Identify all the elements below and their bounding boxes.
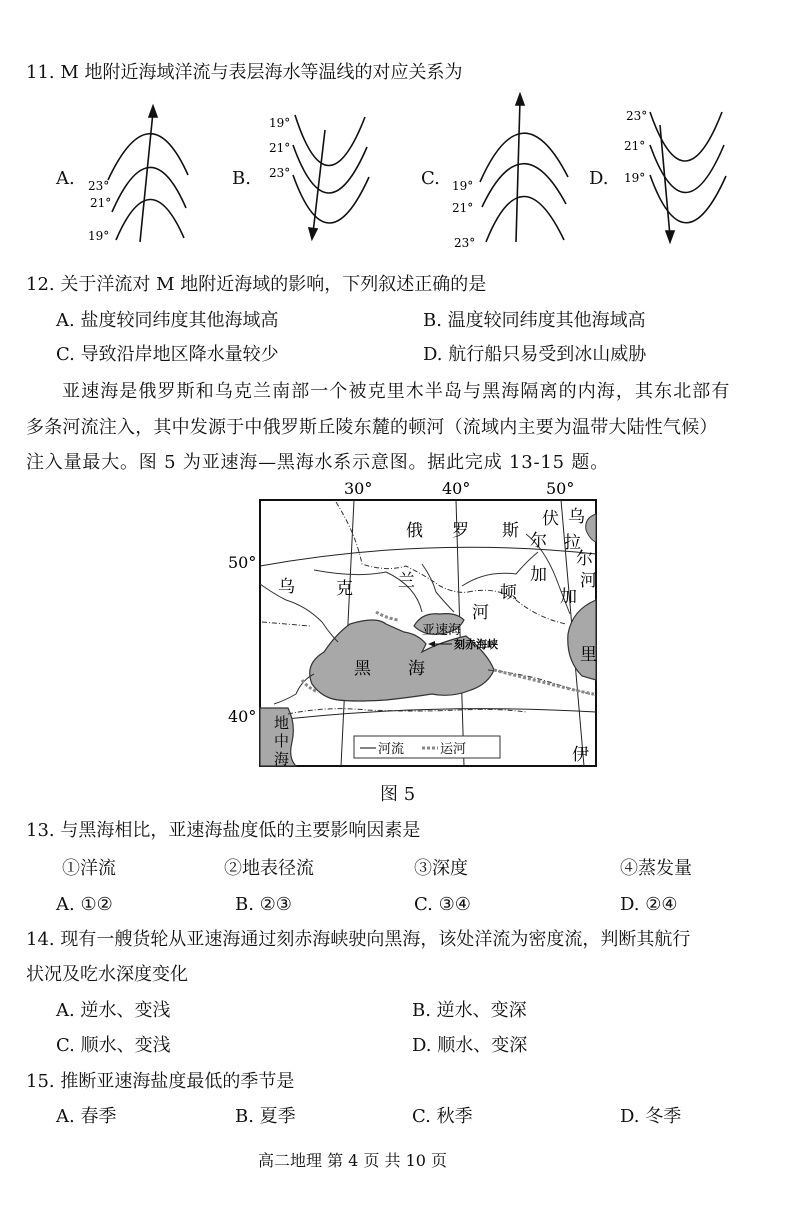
- q11-option-b-label: B.: [232, 168, 251, 189]
- label-russia-2: 罗: [452, 521, 469, 541]
- q14-option-d: D. 顺水、变深: [412, 1035, 528, 1056]
- isotherm-label: 23°: [269, 166, 291, 180]
- isotherm-label: 19°: [269, 116, 291, 130]
- q12-option-c: C. 导致沿岸地区降水量较少: [56, 344, 279, 365]
- q13-item-3: ③深度: [414, 858, 468, 879]
- label-volga-canal: 加: [530, 565, 547, 585]
- legend-river: 河流: [378, 742, 405, 757]
- q13-item-4: ④蒸发量: [620, 858, 692, 879]
- lon-label-40: 40°: [442, 479, 471, 498]
- label-azov-sea: 亚速海: [422, 623, 462, 638]
- label-ukraine-2: 克: [336, 579, 353, 599]
- passage-line-2: 多条河流注入，其中发源于中俄罗斯丘陵东麓的顿河（流域内主要为温带大陆性气候）: [26, 417, 718, 438]
- q15-option-d: D. 冬季: [620, 1106, 682, 1127]
- q13-option-c: C. ③④: [414, 894, 471, 915]
- q12-option-a: A. 盐度较同纬度其他海域高: [56, 310, 279, 331]
- isotherm-label: 19°: [88, 229, 110, 243]
- azov-black-sea-map: [226, 474, 606, 774]
- q12-option-d: D. 航行船只易受到冰山威胁: [423, 344, 647, 365]
- label-volga-7: 河: [580, 571, 597, 591]
- q14-option-a: A. 逆水、变浅: [56, 1000, 171, 1021]
- label-med-2: 中: [274, 732, 290, 750]
- isotherm-label: 21°: [269, 141, 291, 155]
- label-caspian: 里: [580, 645, 597, 665]
- q13-item-1: ①洋流: [62, 858, 116, 879]
- q14-stem-line-1: 14. 现有一艘货轮从亚速海通过刻赤海峡驶向黑海，该处洋流为密度流，判断其航行: [26, 929, 691, 950]
- q14-option-b: B. 逆水、变深: [412, 1000, 527, 1021]
- isotherm-label: 21°: [452, 201, 474, 215]
- q15-option-b: B. 夏季: [235, 1106, 296, 1127]
- lat-label-40: 40°: [228, 707, 257, 726]
- q15-stem: 15. 推断亚速海盐度最低的季节是: [26, 1071, 295, 1092]
- passage-line-1: 亚速海是俄罗斯和乌克兰南部一个被克里木半岛与黑海隔离的内海，其东北部有: [62, 381, 731, 402]
- q11-diagram-d: [622, 100, 732, 245]
- q13-option-d: D. ②④: [620, 894, 678, 915]
- label-ukraine-1: 乌: [278, 577, 295, 597]
- legend-canal: 运河: [440, 742, 467, 757]
- label-volga-1: 伏: [542, 509, 559, 529]
- q12-option-b: B. 温度较同纬度其他海域高: [423, 310, 646, 331]
- q12-stem: 12. 关于洋流对 M 地附近海域的影响，下列叙述正确的是: [26, 274, 487, 295]
- q13-item-2: ②地表径流: [224, 858, 314, 879]
- figure-caption: 图 5: [380, 784, 416, 805]
- q11-option-d-label: D.: [589, 168, 609, 189]
- isotherm-label: 21°: [90, 196, 112, 210]
- label-volga-5: 拉: [564, 533, 581, 553]
- passage-line-3: 注入量最大。图 5 为亚速海—黑海水系示意图。据此完成 13-15 题。: [26, 452, 610, 473]
- label-kerch-strait: 刻赤海峡: [454, 638, 498, 651]
- q14-stem-line-2: 状况及吃水深度变化: [26, 964, 188, 985]
- q14-option-c: C. 顺水、变浅: [56, 1035, 171, 1056]
- label-don-2: 河: [472, 603, 489, 623]
- lon-label-30: 30°: [344, 479, 373, 498]
- q11-option-a-label: A.: [56, 168, 75, 189]
- label-russia-3: 斯: [502, 521, 519, 541]
- isotherm-label: 19°: [452, 179, 474, 193]
- q15-option-c: C. 秋季: [412, 1106, 473, 1127]
- isotherm-label: 23°: [88, 179, 110, 193]
- label-volga-4: 乌: [568, 507, 585, 527]
- label-black-sea-2: 海: [408, 659, 425, 679]
- label-don-1: 顿: [500, 583, 517, 603]
- q15-option-a: A. 春季: [56, 1106, 117, 1127]
- label-volga-6: 尔: [576, 549, 593, 569]
- label-volga-2: 尔: [530, 531, 547, 551]
- label-iran: 伊: [572, 745, 589, 765]
- isotherm-label: 19°: [624, 171, 646, 185]
- label-russia-1: 俄: [406, 521, 423, 541]
- q11-diagram-c: [450, 92, 580, 252]
- label-ukraine-3: 兰: [398, 571, 415, 591]
- lon-label-50: 50°: [546, 479, 575, 498]
- label-volga-3: 加: [560, 587, 577, 607]
- label-med-1: 地: [274, 714, 290, 732]
- isotherm-label: 23°: [626, 109, 648, 123]
- q13-stem: 13. 与黑海相比，亚速海盐度低的主要影响因素是: [26, 820, 421, 841]
- isotherm-label: 21°: [624, 139, 646, 153]
- q11-diagram-b: [265, 105, 375, 245]
- label-med-3: 海: [274, 750, 290, 768]
- label-black-sea-1: 黑: [354, 659, 371, 679]
- q13-option-b: B. ②③: [235, 894, 292, 915]
- q13-option-a: A. ①②: [56, 894, 113, 915]
- q11-stem: 11. M 地附近海域洋流与表层海水等温线的对应关系为: [26, 62, 463, 83]
- page-footer: 高二地理 第 4 页 共 10 页: [258, 1151, 448, 1170]
- q11-option-c-label: C.: [421, 168, 440, 189]
- lat-label-50: 50°: [228, 553, 257, 572]
- isotherm-label: 23°: [454, 236, 476, 250]
- q11-diagram-a: [80, 100, 200, 245]
